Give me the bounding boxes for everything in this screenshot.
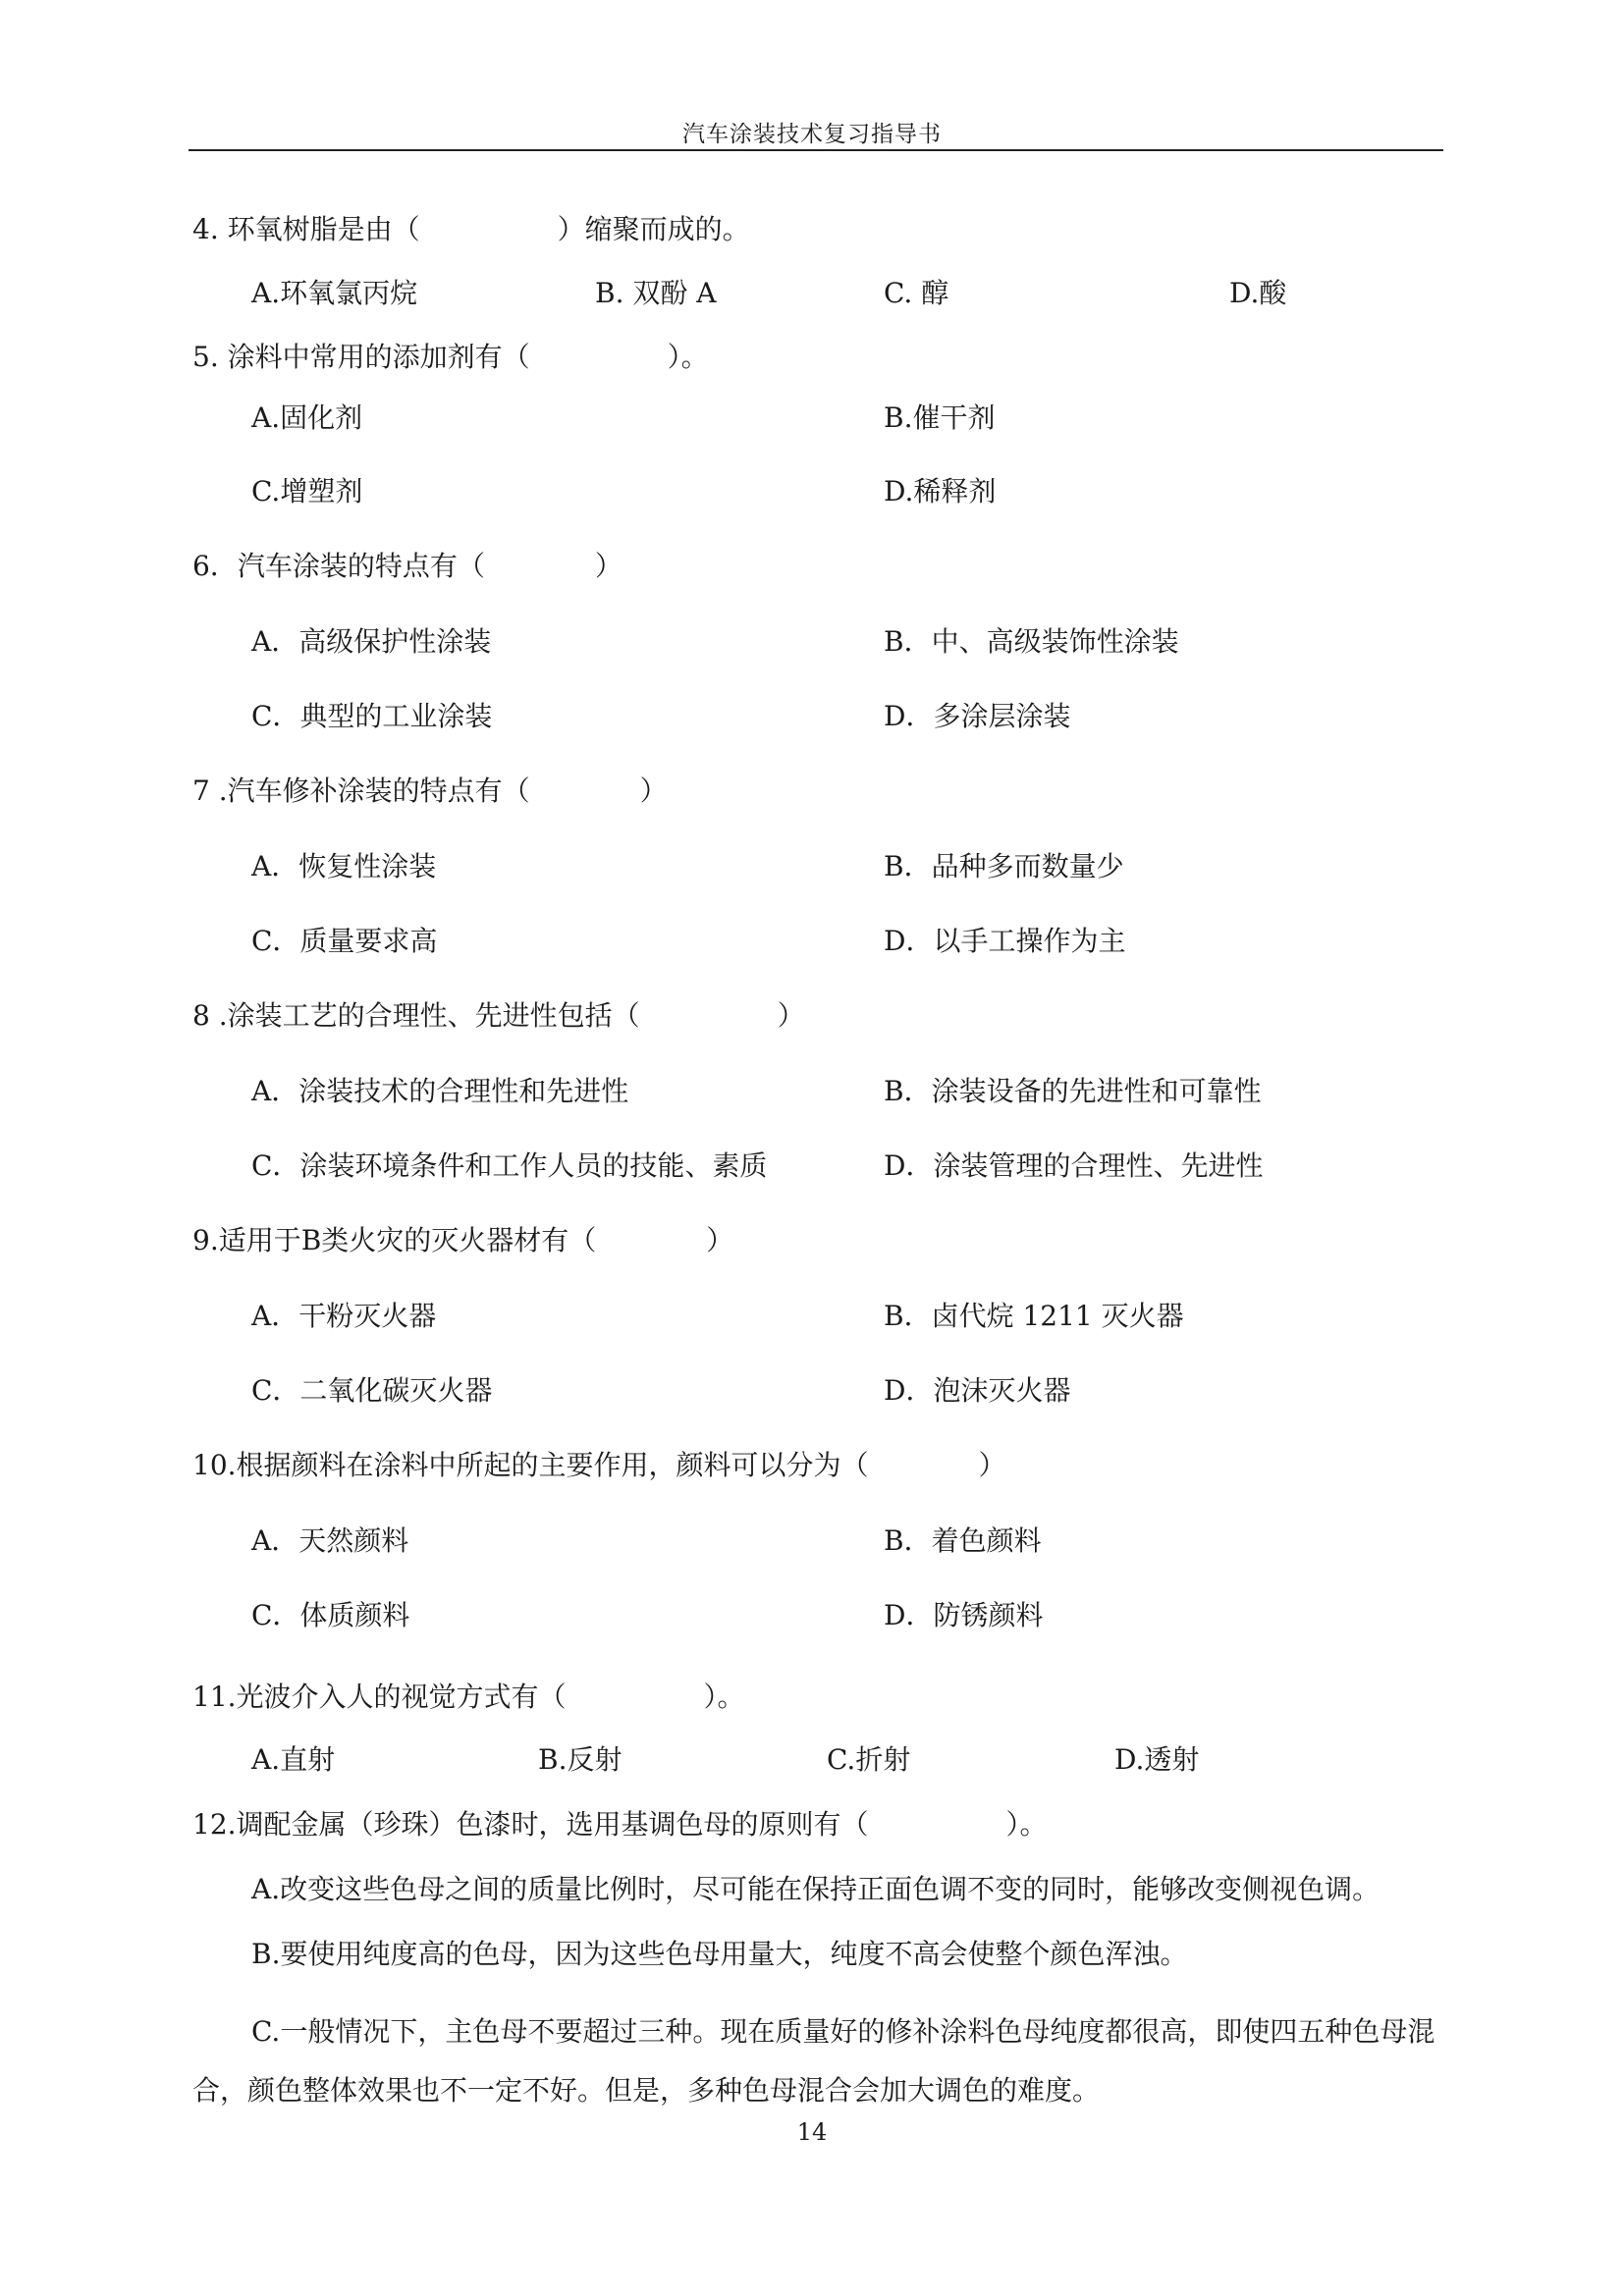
page-header-title: 汽车涂装技术复习指导书	[682, 122, 942, 147]
question-6-option-c: C．典型的工业涂装	[251, 700, 493, 732]
question-12-option-c: C.一般情况下，主色母不要超过三种。现在质量好的修补涂料色母纯度都很高，即使四五种色母混合，颜色整体效果也不一定不好。但是，多种色母混合会加大调色的难度。	[192, 2015, 1435, 2107]
question-11-option-c: C.折射	[827, 1743, 911, 1776]
question-11-option-a: A.直射	[251, 1743, 336, 1776]
question-11-option-b: B.反射	[538, 1743, 623, 1776]
question-10-stem: 10.根据颜料在涂料中所起的主要作用，颜料可以分为（ ）	[192, 1449, 1006, 1481]
question-4-option-d: D.酸	[1229, 277, 1287, 309]
question-10-option-b: B．着色颜料	[884, 1524, 1042, 1557]
question-11-stem: 11.光波介入人的视觉方式有（ ）。	[192, 1681, 745, 1713]
question-4-stem: 4. 环氧树脂是由（ ）缩聚而成的。	[192, 213, 750, 245]
header-rule	[189, 149, 1443, 151]
question-5-stem: 5. 涂料中常用的添加剂有（ ）。	[192, 341, 709, 373]
question-8-option-a: A．涂装技术的合理性和先进性	[251, 1075, 629, 1107]
question-7-option-d: D．以手工操作为主	[884, 925, 1126, 957]
question-4-option-b: B. 双酚 A	[595, 277, 717, 309]
question-7-option-c: C．质量要求高	[251, 925, 438, 957]
question-9-option-c: C．二氧化碳灭火器	[251, 1374, 493, 1407]
question-5-option-a: A.固化剂	[251, 401, 363, 434]
question-6-option-b: B．中、高级装饰性涂装	[884, 625, 1179, 658]
question-7-option-b: B．品种多而数量少	[884, 850, 1124, 882]
question-11-option-d: D.透射	[1114, 1743, 1200, 1776]
question-9-option-d: D．泡沫灭火器	[884, 1374, 1071, 1407]
question-9-stem: 9.适用于B类火灾的灭火器材有（ ）	[192, 1224, 734, 1256]
question-12-option-a: A.改变这些色母之间的质量比例时，尽可能在保持正面色调不变的同时，能够改变侧视色调。	[251, 1873, 1380, 1905]
question-4-option-c: C. 醇	[884, 277, 949, 309]
question-10-option-a: A．天然颜料	[251, 1524, 409, 1557]
question-5-option-c: C.增塑剂	[251, 475, 363, 507]
question-6-stem: 6．汽车涂装的特点有（ ）	[192, 550, 623, 582]
question-7-option-a: A．恢复性涂装	[251, 850, 437, 882]
question-8-option-d: D．涂装管理的合理性、先进性	[884, 1149, 1264, 1182]
page-number: 14	[796, 2118, 828, 2146]
question-8-stem: 8 .涂装工艺的合理性、先进性包括（ ）	[192, 999, 805, 1032]
question-10-option-c: C．体质颜料	[251, 1599, 410, 1631]
question-9-option-b: B．卤代烷 1211 灭火器	[884, 1300, 1184, 1332]
question-12-stem: 12.调配金属（珍珠）色漆时，选用基调色母的原则有（ ）。	[192, 1808, 1048, 1841]
question-8-option-c: C．涂装环境条件和工作人员的技能、素质	[251, 1149, 768, 1182]
question-8-option-b: B．涂装设备的先进性和可靠性	[884, 1075, 1262, 1107]
question-10-option-d: D．防锈颜料	[884, 1599, 1044, 1631]
question-6-option-a: A．高级保护性涂装	[251, 625, 492, 658]
question-6-option-d: D．多涂层涂装	[884, 700, 1071, 732]
question-4-option-a: A.环氧氯丙烷	[251, 277, 418, 309]
question-12-option-b: B.要使用纯度高的色母，因为这些色母用量大，纯度不高会使整个颜色浑浊。	[251, 1938, 1188, 1970]
question-7-stem: 7 .汽车修补涂装的特点有（ ）	[192, 774, 668, 807]
question-5-option-b: B.催干剂	[884, 401, 996, 434]
question-5-option-d: D.稀释剂	[884, 475, 997, 507]
question-9-option-a: A．干粉灭火器	[251, 1300, 437, 1332]
